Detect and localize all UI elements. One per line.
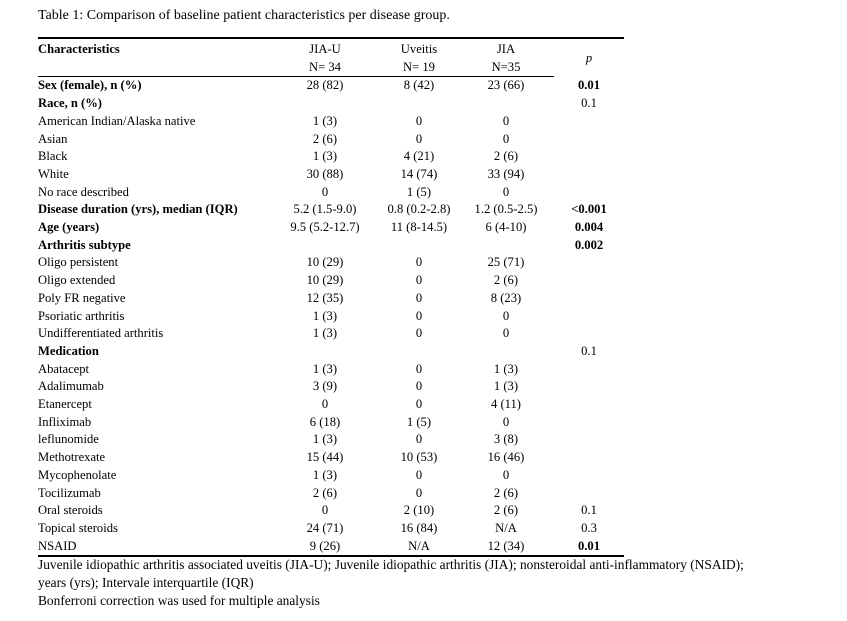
cell-p-value: 0.1 bbox=[581, 343, 597, 358]
cell-p-value bbox=[554, 308, 624, 326]
header-p-value: p bbox=[554, 38, 624, 77]
cell-uveitis: 2 (10) bbox=[403, 503, 435, 518]
table-row bbox=[38, 201, 624, 219]
cell-jiau: 1 (3) bbox=[312, 149, 338, 164]
cell-uveitis: 0 bbox=[415, 290, 423, 305]
cell-p-value: 0.01 bbox=[554, 538, 624, 557]
cell-uveitis: N/A bbox=[380, 538, 458, 557]
table-row bbox=[38, 467, 624, 485]
cell-jiau: 9.5 (5.2-12.7) bbox=[290, 220, 360, 235]
cell-uveitis: 16 (84) bbox=[400, 520, 438, 535]
cell-characteristic: Etanercept bbox=[38, 397, 92, 412]
cell-jiau: 24 (71) bbox=[306, 520, 344, 535]
cell-jia bbox=[458, 237, 554, 255]
cell-jiau bbox=[270, 343, 380, 361]
table-row bbox=[38, 166, 624, 184]
cell-jiau: 12 (35) bbox=[306, 290, 344, 305]
cell-uveitis: 11 (8-14.5) bbox=[390, 220, 448, 235]
cell-uveitis: 0 bbox=[415, 326, 423, 341]
cell-characteristic: Mycophenolate bbox=[38, 467, 117, 482]
table-row bbox=[38, 237, 624, 255]
cell-characteristic: Oligo persistent bbox=[38, 255, 119, 270]
cell-jiau: 1 (3) bbox=[312, 361, 338, 376]
cell-jia: 3 (8) bbox=[493, 432, 519, 447]
cell-characteristic: Undifferentiated arthritis bbox=[38, 326, 164, 341]
cell-jiau bbox=[270, 95, 380, 113]
table-row bbox=[38, 148, 624, 166]
characteristics-table bbox=[38, 37, 624, 557]
cell-characteristic: Sex (female), n (%) bbox=[38, 78, 142, 93]
cell-jiau: 10 (29) bbox=[306, 255, 344, 270]
cell-jia: 2 (6) bbox=[493, 503, 519, 518]
cell-uveitis: 0 bbox=[415, 379, 423, 394]
table-row bbox=[38, 431, 624, 449]
cell-jia: 12 (34) bbox=[458, 538, 554, 557]
cell-uveitis: 8 (42) bbox=[403, 78, 435, 93]
table-row bbox=[38, 254, 624, 272]
cell-jia: 0 bbox=[502, 467, 510, 482]
footnote-abbreviations: Juvenile idiopathic arthritis associated uveitis (JIA-U); Juvenile idiopathic arthritis (JIA); nonsteroidal anti-inflammatory (NSAID); bbox=[38, 557, 744, 572]
cell-characteristic: White bbox=[38, 166, 69, 181]
cell-p-value bbox=[554, 254, 624, 272]
cell-jiau: 30 (88) bbox=[306, 166, 344, 181]
cell-jia: 0 bbox=[502, 113, 510, 128]
table-row bbox=[38, 396, 624, 414]
cell-p-value: 0.1 bbox=[581, 503, 597, 518]
cell-p-value bbox=[554, 467, 624, 485]
cell-p-value: 0.004 bbox=[574, 220, 604, 235]
cell-characteristic: Abatacept bbox=[38, 361, 90, 376]
table-row bbox=[38, 131, 624, 149]
cell-jiau: 0 bbox=[321, 503, 329, 518]
cell-characteristic: Medication bbox=[38, 343, 99, 358]
cell-jia: 1 (3) bbox=[493, 379, 519, 394]
cell-jiau: 6 (18) bbox=[309, 414, 341, 429]
cell-jia: 0 bbox=[502, 184, 510, 199]
header-uveitis-name: Uveitis bbox=[380, 38, 458, 59]
table-caption: Table 1: Comparison of baseline patient characteristics per disease group. bbox=[38, 8, 450, 23]
cell-p-value bbox=[554, 325, 624, 343]
cell-jiau: 1 (3) bbox=[312, 467, 338, 482]
table-row bbox=[38, 449, 624, 467]
cell-jiau: 0 bbox=[321, 397, 329, 412]
cell-characteristic: Topical steroids bbox=[38, 520, 118, 535]
characteristics-table-container bbox=[38, 37, 624, 557]
table-row bbox=[38, 361, 624, 379]
cell-uveitis: 0 bbox=[415, 432, 423, 447]
cell-p-value bbox=[554, 396, 624, 414]
cell-jia: 1 (3) bbox=[493, 361, 519, 376]
table-row bbox=[38, 77, 624, 95]
table-row bbox=[38, 378, 624, 396]
header-jia-n: N=35 bbox=[458, 59, 554, 77]
cell-p-value: 0.01 bbox=[577, 78, 601, 93]
cell-jiau: 0 bbox=[321, 184, 329, 199]
cell-characteristic: Oligo extended bbox=[38, 273, 116, 288]
header-characteristics: Characteristics bbox=[38, 38, 270, 59]
cell-characteristic: Arthritis subtype bbox=[38, 237, 131, 252]
cell-uveitis: 0 bbox=[415, 361, 423, 376]
cell-uveitis: 4 (21) bbox=[403, 149, 435, 164]
cell-p-value bbox=[554, 113, 624, 131]
table-row bbox=[38, 219, 624, 237]
cell-p-value: <0.001 bbox=[571, 202, 607, 217]
cell-characteristic: Methotrexate bbox=[38, 450, 106, 465]
cell-p-value bbox=[554, 166, 624, 184]
cell-jiau: 3 (9) bbox=[312, 379, 338, 394]
cell-jia: 8 (23) bbox=[490, 290, 522, 305]
cell-p-value bbox=[554, 290, 624, 308]
cell-uveitis bbox=[380, 343, 458, 361]
header-jiau-n: N= 34 bbox=[270, 59, 380, 77]
cell-p-value bbox=[554, 131, 624, 149]
cell-jiau: 1 (3) bbox=[312, 432, 338, 447]
cell-uveitis: 0 bbox=[415, 273, 423, 288]
cell-jia: 0 bbox=[502, 308, 510, 323]
cell-jiau: 1 (3) bbox=[312, 113, 338, 128]
table-row bbox=[38, 272, 624, 290]
table-body bbox=[38, 77, 624, 556]
cell-jiau: 2 (6) bbox=[312, 485, 338, 500]
table-row bbox=[38, 184, 624, 202]
cell-jia bbox=[458, 95, 554, 113]
cell-characteristic: Oral steroids bbox=[38, 503, 103, 518]
cell-jia: 1.2 (0.5-2.5) bbox=[474, 202, 538, 217]
table-row bbox=[38, 290, 624, 308]
cell-characteristic: American Indian/Alaska native bbox=[38, 113, 196, 128]
table-row bbox=[38, 95, 624, 113]
header-jia-name: JIA bbox=[458, 38, 554, 59]
cell-p-value bbox=[554, 378, 624, 396]
cell-p-value bbox=[554, 431, 624, 449]
cell-jiau: 1 (3) bbox=[312, 308, 338, 323]
cell-jiau: 9 (26) bbox=[270, 538, 380, 557]
header-uveitis-n: N= 19 bbox=[380, 59, 458, 77]
cell-jia: 33 (94) bbox=[487, 166, 525, 181]
cell-uveitis: 0 bbox=[415, 131, 423, 146]
cell-jia: 2 (6) bbox=[493, 273, 519, 288]
cell-jia: 4 (11) bbox=[491, 397, 521, 412]
cell-p-value: 0.3 bbox=[581, 520, 597, 535]
cell-characteristic: Race, n (%) bbox=[38, 96, 103, 111]
cell-characteristic: Disease duration (yrs), median (IQR) bbox=[38, 202, 238, 217]
cell-jiau: 10 (29) bbox=[306, 273, 344, 288]
cell-characteristic: No race described bbox=[38, 184, 129, 199]
table-row bbox=[38, 502, 624, 520]
cell-jiau: 28 (82) bbox=[306, 78, 344, 93]
footnote-bonferroni: Bonferroni correction was used for multiple analysis bbox=[38, 593, 320, 608]
cell-p-value bbox=[554, 414, 624, 432]
cell-uveitis: 1 (5) bbox=[406, 184, 432, 199]
table-row bbox=[38, 414, 624, 432]
table-row bbox=[38, 308, 624, 326]
cell-jia: 25 (71) bbox=[487, 255, 525, 270]
table-row bbox=[38, 520, 624, 538]
cell-characteristic: leflunomide bbox=[38, 432, 99, 447]
table-row bbox=[38, 485, 624, 503]
cell-uveitis: 0 bbox=[415, 397, 423, 412]
cell-p-value: 0.002 bbox=[574, 237, 604, 252]
cell-uveitis: 0 bbox=[415, 308, 423, 323]
footnotes bbox=[38, 556, 838, 610]
cell-uveitis bbox=[380, 95, 458, 113]
table-header bbox=[38, 38, 624, 77]
cell-characteristic: NSAID bbox=[38, 538, 270, 557]
cell-jia: 0 bbox=[502, 131, 510, 146]
cell-jia: 0 bbox=[502, 414, 510, 429]
cell-uveitis: 10 (53) bbox=[400, 450, 438, 465]
header-jiau-name: JIA-U bbox=[270, 38, 380, 59]
cell-characteristic: Psoriatic arthritis bbox=[38, 308, 125, 323]
table-row bbox=[38, 538, 624, 557]
cell-uveitis bbox=[380, 237, 458, 255]
cell-jiau: 1 (3) bbox=[312, 326, 338, 341]
footnote-abbreviations-cont: years (yrs); Intervale interquartile (IQR) bbox=[38, 575, 254, 590]
cell-p-value bbox=[554, 361, 624, 379]
cell-jiau: 5.2 (1.5-9.0) bbox=[293, 202, 357, 217]
cell-uveitis: 14 (74) bbox=[400, 166, 438, 181]
cell-characteristic: Poly FR negative bbox=[38, 290, 126, 305]
cell-jia: 2 (6) bbox=[493, 485, 519, 500]
cell-jia: 23 (66) bbox=[487, 78, 525, 93]
cell-jia: 2 (6) bbox=[493, 149, 519, 164]
cell-p-value: 0.1 bbox=[581, 96, 597, 111]
cell-characteristic: Age (years) bbox=[38, 220, 100, 235]
cell-uveitis: 1 (5) bbox=[406, 414, 432, 429]
cell-uveitis: 0 bbox=[415, 467, 423, 482]
table-row bbox=[38, 325, 624, 343]
cell-p-value bbox=[554, 485, 624, 503]
cell-characteristic: Tocilizumab bbox=[38, 485, 101, 500]
cell-p-value bbox=[554, 184, 624, 202]
cell-characteristic: Black bbox=[38, 149, 68, 164]
cell-jia: 16 (46) bbox=[487, 450, 525, 465]
cell-characteristic: Infliximab bbox=[38, 414, 92, 429]
cell-characteristic: Asian bbox=[38, 131, 68, 146]
cell-jiau: 2 (6) bbox=[312, 131, 338, 146]
cell-uveitis: 0 bbox=[415, 255, 423, 270]
table-row bbox=[38, 113, 624, 131]
cell-jiau bbox=[270, 237, 380, 255]
cell-jia bbox=[458, 343, 554, 361]
cell-jiau: 15 (44) bbox=[306, 450, 344, 465]
cell-jia: N/A bbox=[495, 520, 517, 535]
table-row bbox=[38, 343, 624, 361]
cell-characteristic: Adalimumab bbox=[38, 379, 104, 394]
cell-p-value bbox=[554, 449, 624, 467]
cell-jia: 6 (4-10) bbox=[485, 220, 527, 235]
cell-uveitis: 0 bbox=[415, 113, 423, 128]
cell-uveitis: 0.8 (0.2-2.8) bbox=[387, 202, 451, 217]
cell-p-value bbox=[554, 272, 624, 290]
cell-jia: 0 bbox=[502, 326, 510, 341]
cell-uveitis: 0 bbox=[415, 485, 423, 500]
cell-p-value bbox=[554, 148, 624, 166]
